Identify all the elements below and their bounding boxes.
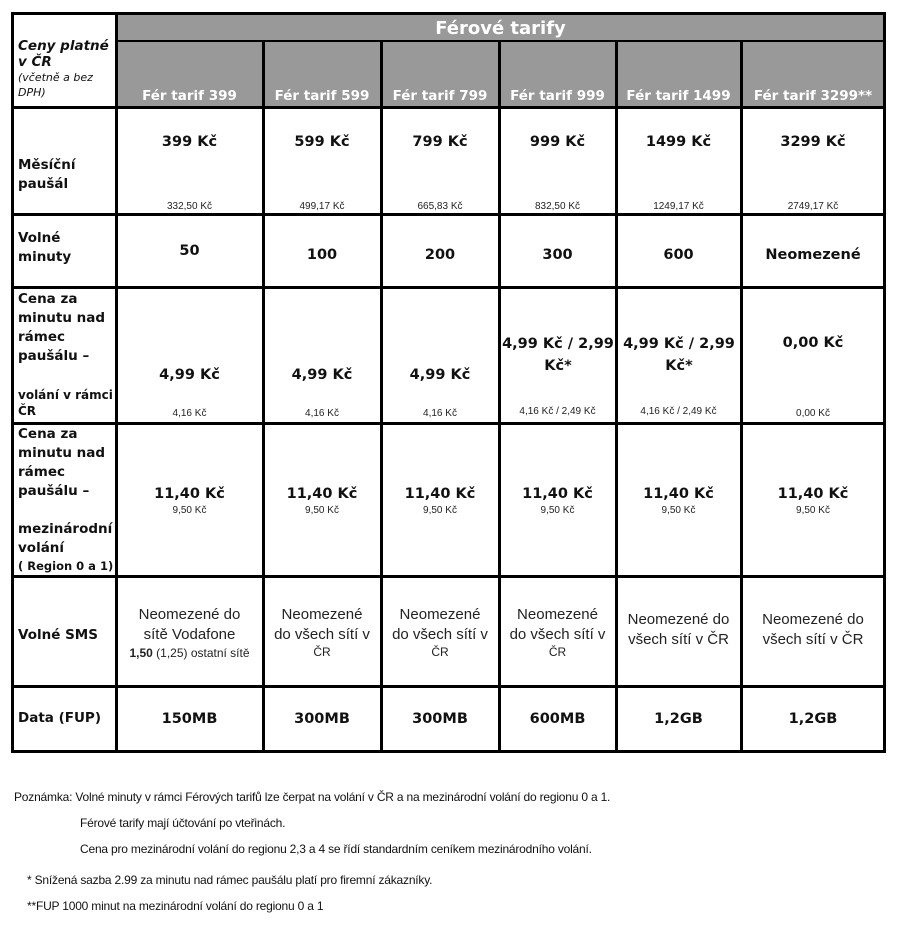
domestic-price: 4,99 Kč / 2,99 Kč* <box>502 336 614 374</box>
monthly-cell <box>263 131 381 153</box>
free-minutes-value: 300 <box>542 247 573 263</box>
row-label-international-minute <box>18 425 114 574</box>
corner-title-1: Ceny platné <box>18 38 109 54</box>
price-main: 599 Kč <box>294 134 350 150</box>
price-main: 399 Kč <box>161 134 218 150</box>
column-header-599: Fér tarif 599 <box>274 88 370 104</box>
free-minutes-value: 50 <box>179 243 200 259</box>
intl-cell <box>741 483 885 516</box>
label-line: volání <box>18 540 65 556</box>
intl-price: 11,40 Kč <box>522 486 593 502</box>
label-line: rámec <box>18 329 65 345</box>
price-main: 999 Kč <box>529 134 586 150</box>
note-line-1 <box>14 790 610 804</box>
column-header-999: Fér tarif 999 <box>510 88 605 104</box>
note-text: Volné minuty v rámci Férových tarifů lze čerpat na volání v ČR a na mezinárodní volání do regionu 0 a 1. <box>75 790 611 804</box>
row-label-free-sms: Volné SMS <box>18 627 98 643</box>
sms-line: všech sítí v ČR <box>628 631 729 648</box>
column-header-3299: Fér tarif 3299** <box>753 88 873 104</box>
label-line: minutu nad <box>18 445 106 461</box>
free-minutes-value: 200 <box>424 247 456 263</box>
data-value: 1,2GB <box>788 711 838 727</box>
label-region: ( Region 0 a 1) <box>18 559 114 573</box>
grid-line <box>12 286 886 289</box>
grid-line <box>12 575 886 578</box>
footnote-2: **FUP 1000 minut na mezinárodní volání do regionu 0 a 1 <box>27 899 324 913</box>
domestic-price: 4,99 Kč <box>159 367 220 383</box>
grid-line <box>12 106 886 109</box>
label-line: Měsíční <box>18 157 76 173</box>
row-label-domestic-minute <box>18 290 114 366</box>
sms-line: sítě Vodafone <box>143 626 236 643</box>
price-excl-vat: 2749,17 Kč <box>787 201 839 212</box>
sms-line: Neomezené <box>517 606 598 623</box>
intl-cell <box>116 483 263 516</box>
label-line: Cena za <box>18 291 78 307</box>
intl-price-excl-vat: 9,50 Kč <box>305 505 339 516</box>
free-minutes-value: Neomezené <box>765 247 861 263</box>
grid-line <box>116 40 886 42</box>
label-line: minuty <box>18 249 72 265</box>
grid-line <box>12 685 886 688</box>
intl-price: 11,40 Kč <box>777 486 849 502</box>
label-line: volání v rámci <box>18 388 113 402</box>
data-value: 300MB <box>412 711 468 727</box>
intl-price-excl-vat: 9,50 Kč <box>172 505 207 516</box>
label-line: mezinárodní <box>18 521 113 537</box>
sms-cell <box>499 605 616 659</box>
grid-line <box>615 41 618 753</box>
label-line: rámec <box>18 464 65 480</box>
sms-line: Neomezené do <box>138 606 241 623</box>
sms-line: ČR <box>548 645 567 659</box>
grid-line <box>12 213 886 216</box>
corner-sub-2: DPH) <box>18 86 46 99</box>
domestic-price: 4,99 Kč <box>409 367 471 383</box>
sms-cell <box>116 605 263 661</box>
intl-price: 11,40 Kč <box>154 486 225 502</box>
monthly-cell <box>741 131 885 153</box>
domestic-price: 4,99 Kč <box>291 367 353 383</box>
sms-line: Neomezené do <box>762 611 864 628</box>
intl-cell <box>381 483 499 516</box>
label-line: paušálu – <box>18 348 90 364</box>
grid-line <box>12 750 886 753</box>
sms-line: Neomezené do <box>627 611 730 628</box>
grid-line <box>883 12 886 753</box>
intl-price-excl-vat: 9,50 Kč <box>423 505 457 516</box>
sms-cell <box>741 610 885 650</box>
spacer <box>18 501 114 520</box>
monthly-cell <box>116 131 263 153</box>
column-header-1499: Fér tarif 1499 <box>626 88 731 104</box>
domestic-price-excl-vat: 4,16 Kč / 2,49 Kč <box>640 406 717 417</box>
grid-line <box>262 41 265 753</box>
sms-line: všech sítí v ČR <box>762 631 864 648</box>
intl-price: 11,40 Kč <box>404 486 476 502</box>
intl-price-excl-vat: 9,50 Kč <box>540 505 575 516</box>
price-main: 799 Kč <box>412 134 468 150</box>
grid-line <box>11 12 14 753</box>
row-sublabel-domestic <box>18 387 114 419</box>
sms-line: Neomezené <box>281 606 363 623</box>
row-label-monthly-fee <box>18 156 114 194</box>
grid-line <box>12 422 886 425</box>
domestic-price: 0,00 Kč <box>782 335 844 351</box>
corner-cell <box>18 38 116 100</box>
row-label-free-minutes <box>18 229 114 267</box>
corner-sub-1: (včetně a bez <box>18 71 93 84</box>
sms-line: Neomezené <box>399 606 481 623</box>
intl-cell <box>499 483 616 516</box>
domestic-price-excl-vat: 0,00 Kč <box>796 408 830 419</box>
note-label: Poznámka: <box>14 790 73 804</box>
column-header-799: Fér tarif 799 <box>392 88 488 104</box>
grid-line <box>380 41 383 753</box>
sms-line: ČR <box>313 645 331 659</box>
data-value: 150MB <box>161 711 218 727</box>
column-header-399: Fér tarif 399 <box>142 88 237 104</box>
footnote-1: * Snížená sazba 2.99 za minutu nad rámec paušálu platí pro firemní zákazníky. <box>27 873 433 887</box>
intl-price: 11,40 Kč <box>286 486 358 502</box>
intl-price-excl-vat: 9,50 Kč <box>796 505 830 516</box>
data-value: 1,2GB <box>654 711 703 727</box>
intl-price-excl-vat: 9,50 Kč <box>661 505 696 516</box>
domestic-price-excl-vat: 4,16 Kč <box>305 408 339 419</box>
grid-line <box>740 41 743 753</box>
note-line-2: Férové tarify mají účtování po vteřinách. <box>80 816 286 830</box>
price-excl-vat: 665,83 Kč <box>417 201 463 212</box>
monthly-cell <box>381 131 499 153</box>
label-line: minutu nad <box>18 310 106 326</box>
price-excl-vat: 499,17 Kč <box>299 201 345 212</box>
sms-line: ČR <box>431 645 449 659</box>
label-line: Volné <box>18 230 61 246</box>
price-excl-vat: 332,50 Kč <box>166 201 213 212</box>
sms-price-bold: 1,50 <box>129 646 153 660</box>
monthly-cell <box>499 131 616 153</box>
sms-line: do všech sítí v <box>392 626 488 643</box>
monthly-cell <box>616 131 741 153</box>
label-line: paušálu – <box>18 483 90 499</box>
note-line-3: Cena pro mezinárodní volání do regionu 2,3 a 4 se řídí standardním ceníkem mezinárodního volání. <box>80 842 592 856</box>
free-minutes-value: 600 <box>663 247 694 263</box>
data-value: 300MB <box>294 711 350 727</box>
corner-title-2: v ČR <box>18 54 52 70</box>
sms-line: do všech sítí v <box>509 626 606 643</box>
free-minutes-value: 100 <box>306 247 338 263</box>
sms-line: do všech sítí v <box>274 626 370 643</box>
price-main: 3299 Kč <box>780 134 846 150</box>
grid-line <box>498 41 501 753</box>
intl-price: 11,40 Kč <box>643 486 714 502</box>
sms-price-rest: (1,25) ostatní sítě <box>152 646 250 660</box>
group-title: Férové tarify <box>435 18 566 39</box>
label-line: paušál <box>18 176 69 192</box>
data-value: 600MB <box>529 711 586 727</box>
sms-other-networks <box>116 645 263 661</box>
label-line: Cena za <box>18 426 78 442</box>
intl-cell <box>263 483 381 516</box>
domestic-price-excl-vat: 4,16 Kč / 2,49 Kč <box>519 406 596 417</box>
intl-cell <box>616 483 741 516</box>
domestic-price-excl-vat: 4,16 Kč <box>423 408 457 419</box>
sms-cell <box>616 610 741 650</box>
label-line: ČR <box>18 404 37 418</box>
price-excl-vat: 1249,17 Kč <box>653 201 704 212</box>
grid-line <box>115 12 118 753</box>
price-excl-vat: 832,50 Kč <box>534 201 581 212</box>
domestic-price-excl-vat: 4,16 Kč <box>172 408 207 419</box>
sms-cell <box>263 605 381 659</box>
row-label-data: Data (FUP) <box>18 710 101 726</box>
domestic-price: 4,99 Kč / 2,99 Kč* <box>623 336 735 374</box>
price-main: 1499 Kč <box>645 134 712 150</box>
grid-line <box>12 12 886 15</box>
sms-cell <box>381 605 499 659</box>
